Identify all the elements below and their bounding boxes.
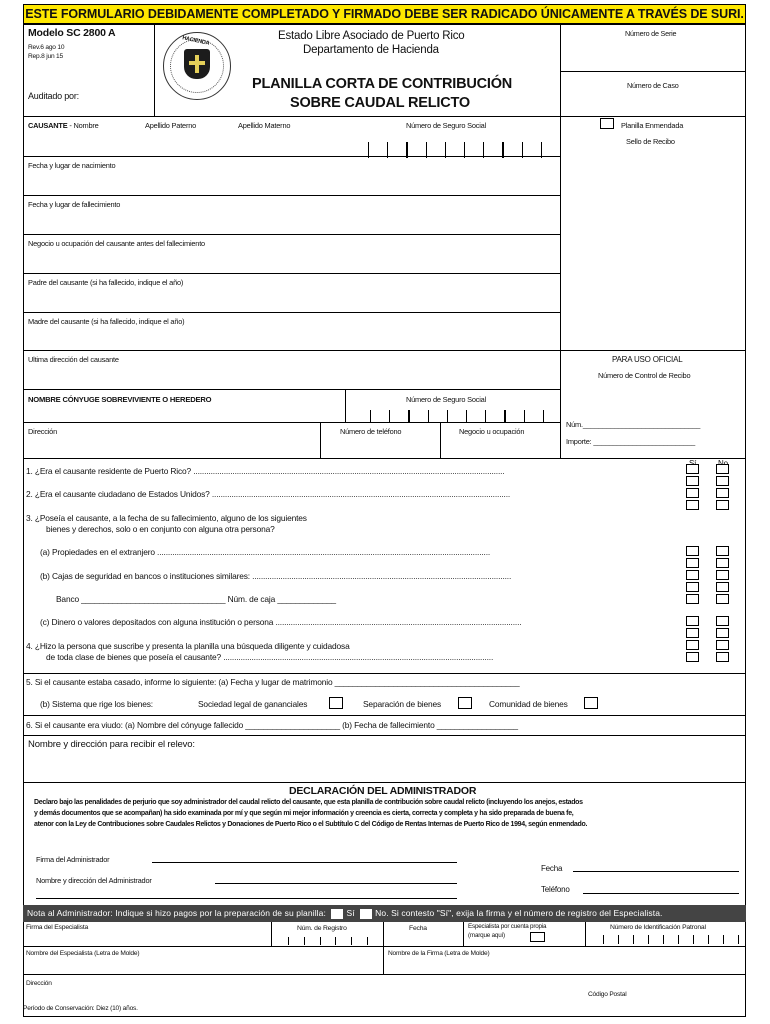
birth-label: Fecha y lugar de nacimiento — [28, 161, 116, 170]
admin-address-line[interactable] — [36, 898, 457, 899]
specialist-name-label: Nombre del Especialista (Letra de Molde) — [26, 950, 140, 957]
hacienda-seal — [163, 32, 231, 100]
divider — [463, 922, 464, 946]
admin-phone-label: Teléfono — [541, 885, 570, 894]
spouse-ssn-field[interactable] — [370, 410, 544, 422]
q3a-no-checkbox-lower[interactable] — [716, 558, 729, 568]
specialist-date-label: Fecha — [409, 925, 427, 932]
question-4: 4. ¿Hizo la persona que suscribe y presenta la planilla una búsqueda diligente y cuidadosa — [26, 641, 350, 651]
declaration-text-1: Declaro bajo las penalidades de perjurio que soy administrador del caudal relicto del causante, que esta planilla de contribución sobre caudal relicto (incluyendo los anejos, estados — [34, 799, 583, 806]
admin-name-line[interactable] — [215, 883, 457, 884]
relief-address-label: Nombre y dirección para recibir el relevo: — [28, 739, 195, 750]
divider — [23, 234, 561, 235]
admin-date-line[interactable] — [573, 871, 739, 872]
self-employed-checkbox[interactable] — [530, 932, 545, 942]
option-legal-society-label: Sociedad legal de gananciales — [198, 699, 308, 709]
question-5: 5. Si el causante estaba casado, informe lo siguiente: (a) Fecha y lugar de matrimonio _________________________________________ — [26, 677, 520, 687]
maternal-surname-label: Apellido Materno — [238, 121, 291, 130]
divider — [23, 156, 561, 157]
divider — [320, 422, 321, 458]
option-community-checkbox[interactable] — [584, 697, 598, 709]
q3c-no-checkbox[interactable] — [716, 616, 729, 626]
note-yes-checkbox[interactable] — [331, 909, 343, 919]
divider — [23, 715, 746, 716]
spouse-name-label: NOMBRE CÓNYUGE SOBREVIVIENTE O HEREDERO — [28, 395, 212, 404]
last-address-label: Ultima dirección del causante — [28, 355, 119, 364]
note-text-b: No. Si contesto "Sí", exija la firma y el número de registro del Especialista. — [375, 908, 663, 918]
admin-phone-line[interactable] — [583, 893, 739, 894]
form-title-2: SOBRE CAUDAL RELICTO — [290, 95, 470, 111]
question-3: 3. ¿Poseía el causante, a la fecha de su fallecimiento, alguno de los siguientes — [26, 513, 307, 523]
q3c-yes-checkbox-lower[interactable] — [686, 628, 699, 638]
reprint: Rep.8 jun 15 — [28, 53, 63, 60]
q4-yes-checkbox[interactable] — [686, 640, 699, 650]
form-model: Modelo SC 2800 A — [28, 27, 116, 39]
q2-no-checkbox-lower[interactable] — [716, 500, 729, 510]
declaration-text-2: y demás documentos que se acompañan) ha sido examinada por mí y que según mi mejor información y creencia es cierta, correcta y completa y ha sido preparada de buena fe, — [34, 810, 574, 817]
divider — [585, 922, 586, 946]
specialist-note — [23, 905, 746, 922]
q3b-no-checkbox[interactable] — [716, 570, 729, 580]
divider — [23, 458, 746, 459]
self-employed-label: Especialista por cuenta propia — [468, 923, 547, 930]
agency-line-1: Estado Libre Asociado de Puerto Rico — [278, 30, 465, 42]
specialist-signature-label: Firma del Especialista — [26, 924, 89, 931]
q1-no-checkbox[interactable] — [716, 464, 729, 474]
father-label: Padre del causante (si ha fallecido, indique el año) — [28, 278, 184, 287]
q2-no-checkbox[interactable] — [716, 488, 729, 498]
agency-line-2: Departamento de Hacienda — [303, 44, 439, 56]
registry-number-label: Núm. de Registro — [297, 925, 347, 932]
spouse-address-label: Dirección — [28, 427, 58, 436]
divider — [23, 195, 561, 196]
retention-period: Período de Conservación: Diez (10) años. — [23, 1005, 138, 1012]
q3c-yes-checkbox[interactable] — [686, 616, 699, 626]
q2-yes-checkbox[interactable] — [686, 488, 699, 498]
official-use-title: PARA USO OFICIAL — [612, 355, 683, 364]
q4-no-checkbox[interactable] — [716, 640, 729, 650]
q3a-yes-checkbox[interactable] — [686, 546, 699, 556]
declaration-text-3: atenor con la Ley de Contribuciones sobre Caudales Relictos y Donaciones de Puerto Rico o el Subtítulo C del Código de Rentas Internas de Puerto Rico de 1994, según enmendado. — [34, 821, 588, 828]
question-3-cont: bienes y derechos, solo o en conjunto con alguna otra persona? — [46, 524, 275, 534]
official-number-field: Núm.______________________________ — [566, 420, 701, 429]
admin-date-label: Fecha — [541, 864, 563, 873]
q3a-no-checkbox[interactable] — [716, 546, 729, 556]
divider — [23, 974, 746, 975]
option-separation-label: Separación de bienes — [363, 699, 442, 709]
serial-number-label: Número de Serie — [625, 29, 677, 38]
q1-no-checkbox-lower[interactable] — [716, 476, 729, 486]
decedent-name-label: CAUSANTE - Nombre — [28, 121, 99, 130]
divider — [23, 782, 746, 783]
spouse-phone-label: Número de teléfono — [340, 427, 402, 436]
official-amount-field: Importe: __________________________ — [566, 437, 696, 446]
suri-banner: ESTE FORMULARIO DEBIDAMENTE COMPLETADO Y FIRMADO DEBE SER RADICADO ÚNICAMENTE A TRAVÉS DE SURI. — [23, 4, 746, 24]
q2-yes-checkbox-lower[interactable] — [686, 500, 699, 510]
declaration-title: DECLARACIÓN DEL ADMINISTRADOR — [289, 785, 477, 797]
divider — [383, 922, 384, 974]
case-number-label: Número de Caso — [627, 81, 679, 90]
divider — [560, 24, 561, 350]
mark-here-label: (marque aquí) — [468, 932, 505, 939]
q3b-no-checkbox-extra[interactable] — [716, 594, 729, 604]
question-3b: (b) Cajas de seguridad en bancos o instituciones similares: ....................................................................................................................... — [40, 571, 512, 581]
spouse-ssn-label: Número de Seguro Social — [406, 395, 487, 404]
note-text-a: Nota al Administrador: Indique si hizo pagos por la preparación de su planilla: — [27, 908, 326, 918]
employer-id-field[interactable] — [603, 935, 739, 944]
seal-text: HACIENDA — [181, 35, 210, 47]
note-yes-label: Sí — [346, 908, 355, 918]
business-label: Negocio u ocupación del causante antes del fallecimiento — [28, 239, 205, 248]
q3b-no-checkbox-lower[interactable] — [716, 582, 729, 592]
question-4-cont: de toda clase de bienes que poseía el causante? ............................................................................................................................ — [46, 652, 494, 662]
q3b-yes-checkbox-extra[interactable] — [686, 594, 699, 604]
form-title-1: PLANILLA CORTA DE CONTRIBUCIÓN — [252, 76, 513, 92]
divider — [23, 116, 561, 117]
divider — [561, 71, 746, 72]
seal-cross — [189, 61, 205, 65]
divider — [23, 389, 561, 390]
option-separation-checkbox[interactable] — [458, 697, 472, 709]
q1-yes-checkbox-lower[interactable] — [686, 476, 699, 486]
q3a-yes-checkbox-lower[interactable] — [686, 558, 699, 568]
bank-box-line: Banco ________________________________ Núm. de caja _____________ — [56, 594, 336, 604]
question-6: 6. Si el causante era viudo: (a) Nombre del cónyuge fallecido _____________________ (b) Fecha de fallecimiento __________________ — [26, 720, 518, 730]
divider — [23, 312, 561, 313]
option-legal-society-checkbox[interactable] — [329, 697, 343, 709]
q4-yes-checkbox-lower[interactable] — [686, 652, 699, 662]
yes-no-checkboxes — [682, 464, 742, 669]
amended-label: Planilla Enmendada — [621, 121, 684, 130]
specialist-address-label: Dirección — [26, 980, 52, 987]
q4-no-checkbox-lower[interactable] — [716, 652, 729, 662]
divider — [23, 350, 746, 351]
death-label: Fecha y lugar de fallecimiento — [28, 200, 121, 209]
q1-yes-checkbox[interactable] — [686, 464, 699, 474]
admin-signature-label: Firma del Administrador — [36, 855, 110, 864]
admin-name-label: Nombre y dirección del Administrador — [36, 876, 152, 885]
divider — [23, 946, 746, 947]
zip-code-label: Código Postal — [588, 991, 627, 998]
registry-number-field[interactable] — [288, 937, 368, 945]
question-3c: (c) Dinero o valores depositados con alguna institución o persona ................................................................................................................. — [40, 617, 522, 627]
divider — [23, 422, 561, 423]
divider — [271, 922, 272, 946]
note-no-checkbox[interactable] — [360, 909, 372, 919]
mother-label: Madre del causante (si ha fallecido, indique el año) — [28, 317, 185, 326]
divider — [23, 673, 746, 674]
divider — [440, 422, 441, 458]
firm-name-label: Nombre de la Firma (Letra de Molde) — [388, 950, 490, 957]
question-3a: (a) Propiedades en el extranjero ......................................................................................................................................................... — [40, 547, 491, 557]
divider — [561, 116, 746, 117]
decedent-ssn-label: Número de Seguro Social — [406, 121, 487, 130]
revision: Rev.6 ago 10 — [28, 44, 65, 51]
divider — [23, 735, 746, 736]
divider — [23, 273, 561, 274]
q3c-no-checkbox-lower[interactable] — [716, 628, 729, 638]
divider — [345, 389, 346, 422]
admin-signature-line[interactable] — [152, 862, 457, 863]
option-community-label: Comunidad de bienes — [489, 699, 568, 709]
divider — [154, 24, 155, 116]
audited-by-label: Auditado por: — [28, 91, 79, 101]
question-5b-label: (b) Sistema que rige los bienes: — [40, 699, 153, 709]
question-2: 2. ¿Era el causante ciudadano de Estados Unidos? ......................................................................................................................................... — [26, 489, 511, 499]
q3b-yes-checkbox-lower[interactable] — [686, 582, 699, 592]
paternal-surname-label: Apellido Paterno — [145, 121, 197, 130]
q3b-yes-checkbox[interactable] — [686, 570, 699, 580]
divider — [560, 350, 561, 458]
receipt-stamp-label: Sello de Recibo — [626, 137, 675, 146]
question-1: 1. ¿Era el causante residente de Puerto Rico? ............................................................................................................................................... — [26, 466, 505, 476]
employer-id-label: Número de Identificación Patronal — [610, 924, 706, 931]
receipt-control-label: Número de Control de Recibo — [598, 371, 691, 380]
spouse-business-label: Negocio u ocupación — [459, 427, 525, 436]
amended-checkbox[interactable] — [600, 118, 614, 129]
